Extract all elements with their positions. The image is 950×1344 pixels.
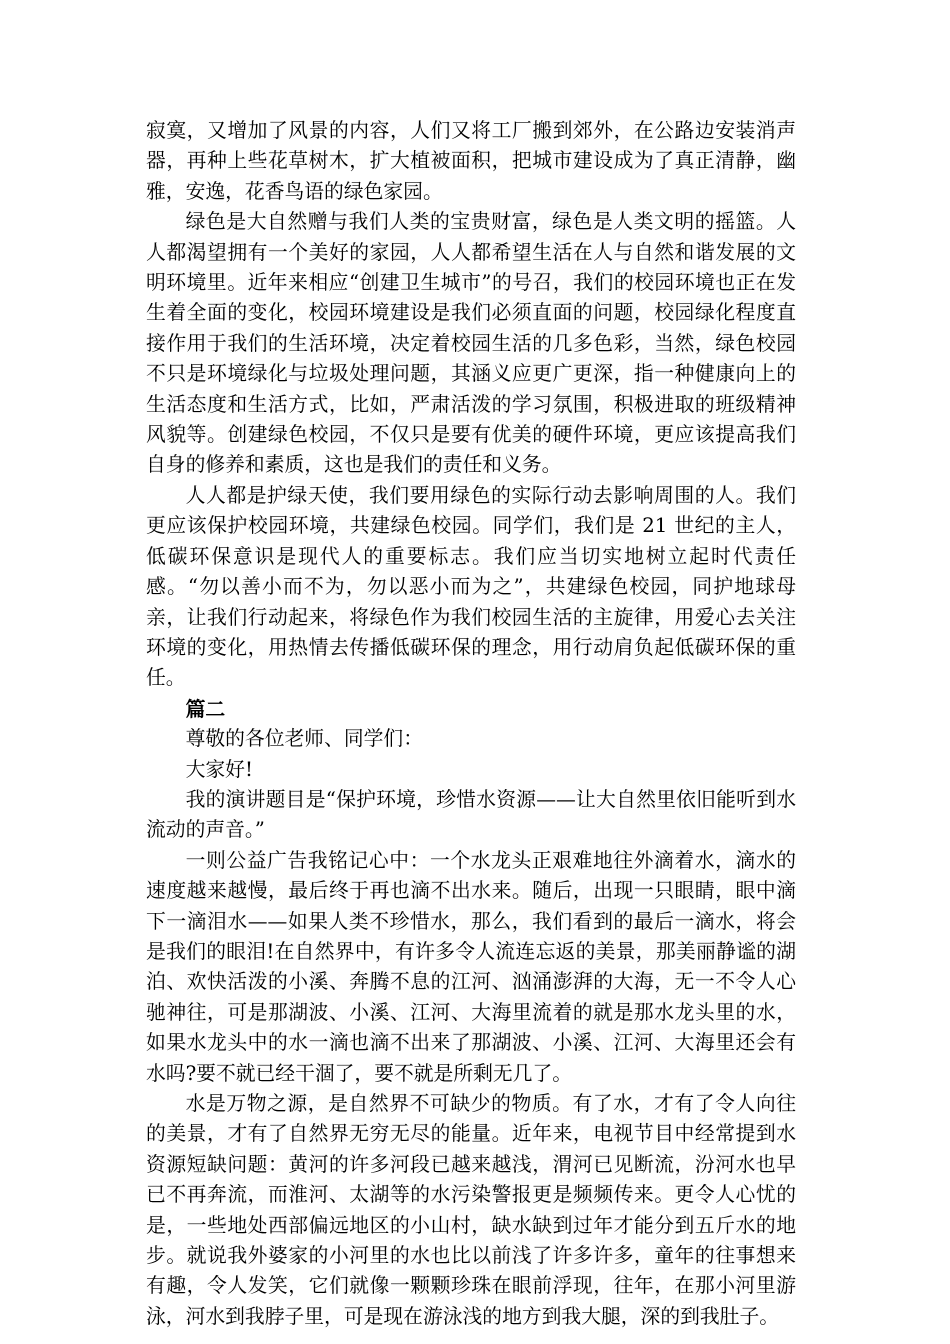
paragraph-public-ad: 一则公益广告我铭记心中：一个水龙头正艰难地往外滴着水，滴水的速度越来越慢，最后终于再也滴不出水来。随后，出现一只眼睛，眼中滴下一滴泪水——如果人类不珍惜水，那么，我们看到的最后一滴水，将会是我们的眼泪!在自然界中，有许多令人流连忘返的美景，那美丽静谧的湖泊、欢快活泼的小溪、奔腾不息的江河、汹涌澎湃的大海，无一不令人心驰神往，可是那湖波、小溪、江河、大海里流着的就是那水龙头里的水，如果水龙头中的水一滴也滴不出来了那湖波、小溪、江河、大海里还会有水吗?要不就已经干涸了，要不就是所剩无几了。 [146, 848, 796, 1085]
paragraph-green-wealth: 绿色是大自然赠与我们人类的宝贵财富，绿色是人类文明的摇篮。人人都渴望拥有一个美好的家园，人人都希望生活在人与自然和谐发展的文明环境里。近年来相应“创建卫生城市”的号召，我们的校园环境也正在发生着全面的变化，校园环境建设是我们必须直面的问题，校园绿化程度直接作用于我们的生活环境，决定着校园生活的几多色彩，当然，绿色校园不只是环境绿化与垃圾处理问题，其涵义应更广更深，指一种健康向上的生活态度和生活方式，比如，严肃活泼的学习氛围，积极进取的班级精神风貌等。创建绿色校园，不仅只是要有优美的硬件环境，更应该提高我们自身的修养和素质，这也是我们的责任和义务。 [146, 210, 796, 477]
paragraph-green-angels: 人人都是护绿天使，我们要用绿色的实际行动去影响周围的人。我们更应该保护校园环境，共建绿色校园。同学们，我们是 21 世纪的主人，低碳环保意识是现代人的重要标志。我们应当切实地树立起时代责任感。“勿以善小而不为，勿以恶小而为之”，共建绿色校园，同护地球母亲，让我们行动起来，将绿色作为我们校园生活的主旋律，用爱心去关注环境的变化，用热情去传播低碳环保的理念，用行动肩负起低碳环保的重任。 [146, 483, 796, 690]
document-page [146, 116, 796, 1332]
section-heading: 篇二 [185, 696, 226, 721]
paragraph-continued: 寂寞，又增加了风景的内容，人们又将工厂搬到郊外，在公路边安装消声器，再种上些花草树木，扩大植被面积，把城市建设成为了真正清静，幽雅，安逸，花香鸟语的绿色家园。 [146, 119, 796, 203]
greeting: 大家好! [185, 757, 253, 781]
paragraph-water-source: 水是万物之源，是自然界不可缺少的物质。有了水，才有了令人向往的美景，才有了自然界无穷无尽的能量。近年来，电视节目中经常提到水资源短缺问题：黄河的许多河段已越来越浅，渭河已见断流，汾河水也早已不再奔流，而淮河、太湖等的水污染警报更是频频传来。更令人心忧的是，一些地处西部偏远地区的小山村，缺水缺到过年才能分到五斤水的地步。就说我外婆家的小河里的水也比以前浅了许多许多，童年的往事想来有趣，令人发笑，它们就像一颗颗珍珠在眼前浮现，往年，在那小河里游泳，河水到我脖子里，可是现在游泳浅的地方到我大腿，深的到我肚子。 [146, 1092, 796, 1328]
salutation: 尊敬的各位老师、同学们： [185, 727, 423, 751]
paragraph-speech-title: 我的演讲题目是“保护环境，珍惜水资源——让大自然里依旧能听到水流动的声音。” [146, 787, 796, 842]
